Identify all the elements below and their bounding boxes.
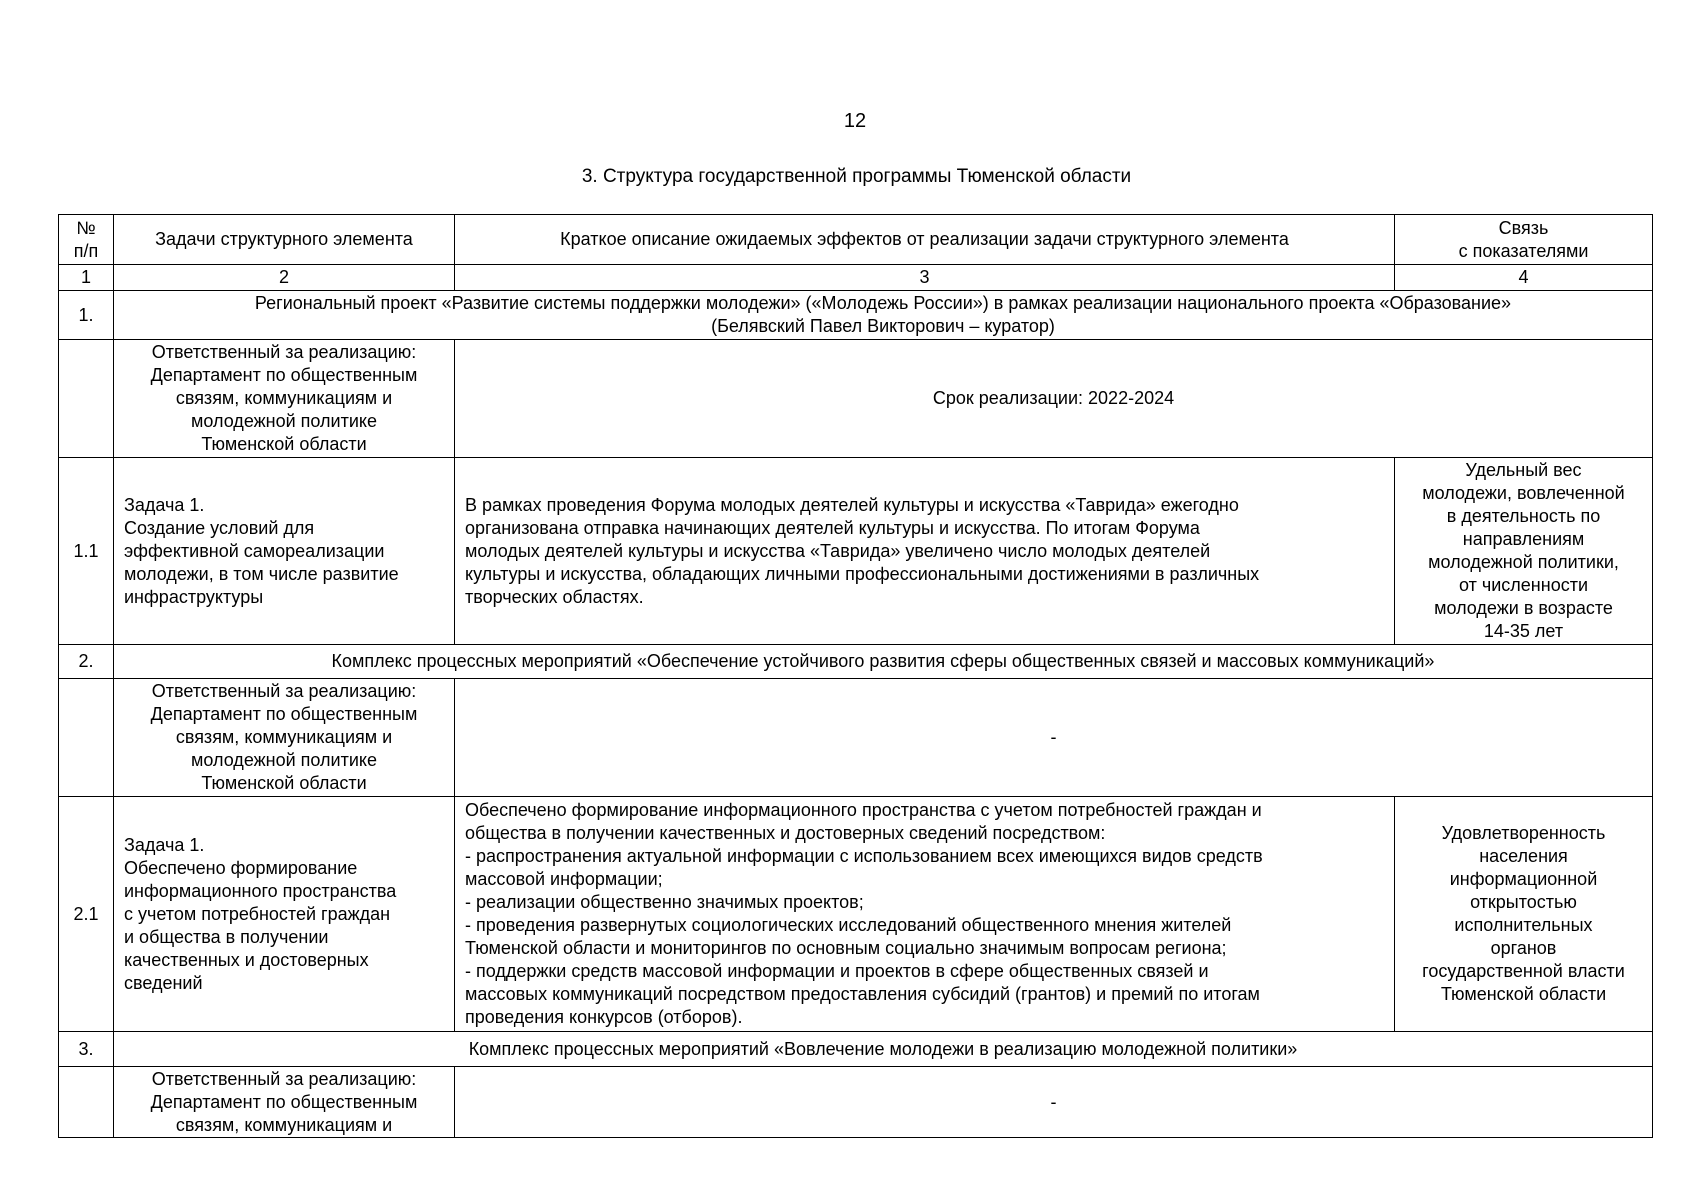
task-number: 1.1: [59, 458, 114, 645]
effects-line: - проведения развернутых социологических исследований общественного мнения жителей: [465, 915, 1232, 935]
responsible-row: [59, 679, 1653, 797]
header-indicators-line: Связь: [1498, 217, 1549, 238]
responsible-row: [59, 1067, 1653, 1138]
section-number: 2.: [59, 645, 114, 679]
indicator-line: открытостью: [1470, 892, 1577, 912]
responsible-line: Ответственный за реализацию:: [151, 1068, 417, 1089]
responsible-line: Департамент по общественным: [150, 704, 418, 724]
section-number: 3.: [59, 1032, 114, 1067]
task-effects-cell: [455, 797, 1395, 1032]
structure-table: [58, 214, 1653, 1138]
effects-line: Тюменской области и мониторингов по основным социально значимым вопросам региона;: [465, 938, 1227, 958]
indicator-line: органов: [1490, 938, 1557, 958]
responsible-cell: [114, 340, 455, 458]
section-row: [59, 1032, 1653, 1067]
effects-line: - распространения актуальной информации с использованием всех имеющихся видов средств: [465, 846, 1263, 866]
header-number-cell: [59, 215, 114, 265]
indicator-line: молодежи, вовлеченной: [1422, 483, 1625, 503]
page-number: 12: [843, 110, 867, 132]
column-number: 3: [455, 265, 1395, 291]
task-text-line: эффективной самореализации: [124, 540, 385, 561]
section-title-line: (Белявский Павел Викторович – куратор): [711, 316, 1055, 336]
section-title-cell: [114, 291, 1653, 340]
effects-line: В рамках проведения Форума молодых деятелей культуры и искусства «Таврида» ежегодно: [465, 494, 1239, 515]
section-row: [59, 291, 1653, 340]
column-number: 1: [59, 265, 114, 291]
effects-line: культуры и искусства, обладающих личными профессиональными достижениями в различных: [465, 563, 1260, 584]
effects-line: Обеспечено формирование информационного пространства с учетом потребностей граждан и: [465, 800, 1262, 820]
period-cell: -: [455, 1067, 1653, 1138]
task-indicator-cell: [1395, 797, 1653, 1032]
effects-line: творческих областях.: [465, 586, 644, 607]
responsible-line: Департамент по общественным: [150, 365, 418, 385]
indicator-line: направлениям: [1462, 529, 1585, 549]
responsible-cell: [114, 679, 455, 797]
effects-line: - поддержки средств массовой информации и проектов в сфере общественных связей и: [465, 961, 1209, 981]
indicator-line: от численности: [1459, 575, 1588, 595]
responsible-cell: [114, 1067, 455, 1138]
task-text-line: Обеспечено формирование: [124, 857, 358, 878]
task-row: [59, 458, 1653, 645]
section-title: 3. Структура государственной программы Тюменской области: [581, 166, 1132, 187]
indicator-line: Удовлетворенность: [1441, 823, 1606, 843]
column-number: 2: [114, 265, 455, 291]
indicator-line: 14-35 лет: [1483, 621, 1564, 641]
header-indicators-cell: [1395, 215, 1653, 265]
effects-line: массовых коммуникаций посредством предоставления субсидий (грантов) и премий по итогам: [465, 984, 1260, 1004]
task-text-line: инфраструктуры: [124, 586, 264, 607]
indicator-line: молодежной политики,: [1428, 552, 1619, 572]
task-number: 2.1: [59, 797, 114, 1032]
task-effects-cell: [455, 458, 1395, 645]
responsible-line: молодежной политике: [191, 750, 377, 770]
effects-line: организована отправка начинающих деятелей культуры и искусства. По итогам Форума: [465, 517, 1200, 538]
table-header-row: [59, 215, 1653, 265]
period-cell: Срок реализации: 2022-2024: [455, 340, 1653, 458]
task-text-line: и общества в получении: [124, 926, 329, 947]
indicator-line: в деятельность по: [1446, 506, 1601, 526]
responsible-row: [59, 340, 1653, 458]
section-number: 1.: [59, 291, 114, 340]
header-number-line: п/п: [73, 240, 99, 261]
effects-line: общества в получении качественных и достоверных сведений посредством:: [465, 823, 1106, 843]
empty-number-cell: [59, 1067, 114, 1138]
header-effects-cell: Краткое описание ожидаемых эффектов от реализации задачи структурного элемента: [455, 215, 1395, 265]
section-title-cell: Комплекс процессных мероприятий «Обеспечение устойчивого развития сферы общественных связей и массовых коммуникаций»: [114, 645, 1653, 679]
indicator-line: Тюменской области: [1440, 984, 1607, 1004]
responsible-line: Ответственный за реализацию:: [151, 681, 417, 701]
task-text-cell: [114, 458, 455, 645]
indicator-line: молодежи в возрасте: [1434, 598, 1613, 618]
task-text-cell: [114, 797, 455, 1032]
effects-line: - реализации общественно значимых проектов;: [465, 892, 864, 912]
effects-line: молодых деятелей культуры и искусства «Таврида» увеличено число молодых деятелей: [465, 540, 1211, 561]
section-row: [59, 645, 1653, 679]
responsible-line: Тюменской области: [201, 434, 367, 454]
task-text-line: Задача 1.: [124, 494, 205, 515]
responsible-line: связям, коммуникациям и: [175, 388, 393, 408]
column-numbers-row: [59, 265, 1653, 291]
task-indicator-cell: [1395, 458, 1653, 645]
responsible-line: Тюменской области: [201, 773, 367, 793]
task-text-line: сведений: [124, 972, 203, 993]
effects-line: массовой информации;: [465, 869, 663, 889]
task-text-line: качественных и достоверных: [124, 949, 369, 970]
indicator-line: населения: [1479, 846, 1568, 866]
task-text-line: с учетом потребностей граждан: [124, 903, 391, 924]
section-title-cell: Комплекс процессных мероприятий «Вовлечение молодежи в реализацию молодежной политики»: [114, 1032, 1653, 1067]
empty-number-cell: [59, 340, 114, 458]
header-indicators-line: с показателями: [1458, 240, 1589, 261]
header-tasks-cell: Задачи структурного элемента: [114, 215, 455, 265]
task-row: [59, 797, 1653, 1032]
indicator-line: государственной власти: [1422, 961, 1625, 981]
header-number-line: №: [76, 217, 96, 238]
task-text-line: информационного пространства: [124, 880, 397, 901]
period-cell: -: [455, 679, 1653, 797]
responsible-line: Ответственный за реализацию:: [151, 342, 417, 362]
task-text-line: молодежи, в том числе развитие: [124, 563, 399, 584]
indicator-line: исполнительных: [1454, 915, 1593, 935]
responsible-line: молодежной политике: [191, 411, 377, 431]
responsible-line: Департамент по общественным: [150, 1091, 418, 1112]
responsible-line: связям, коммуникациям и: [175, 1114, 393, 1135]
section-title-line: Региональный проект «Развитие системы поддержки молодежи» («Молодежь России») в рамках реализации национального проекта «Образование»: [254, 293, 1512, 313]
empty-number-cell: [59, 679, 114, 797]
effects-line: проведения конкурсов (отборов).: [465, 1007, 743, 1027]
responsible-line: связям, коммуникациям и: [175, 727, 393, 747]
indicator-line: информационной: [1449, 869, 1598, 889]
task-text-line: Создание условий для: [124, 517, 315, 538]
task-text-line: Задача 1.: [124, 834, 205, 855]
indicator-line: Удельный вес: [1465, 460, 1582, 480]
column-number: 4: [1395, 265, 1653, 291]
